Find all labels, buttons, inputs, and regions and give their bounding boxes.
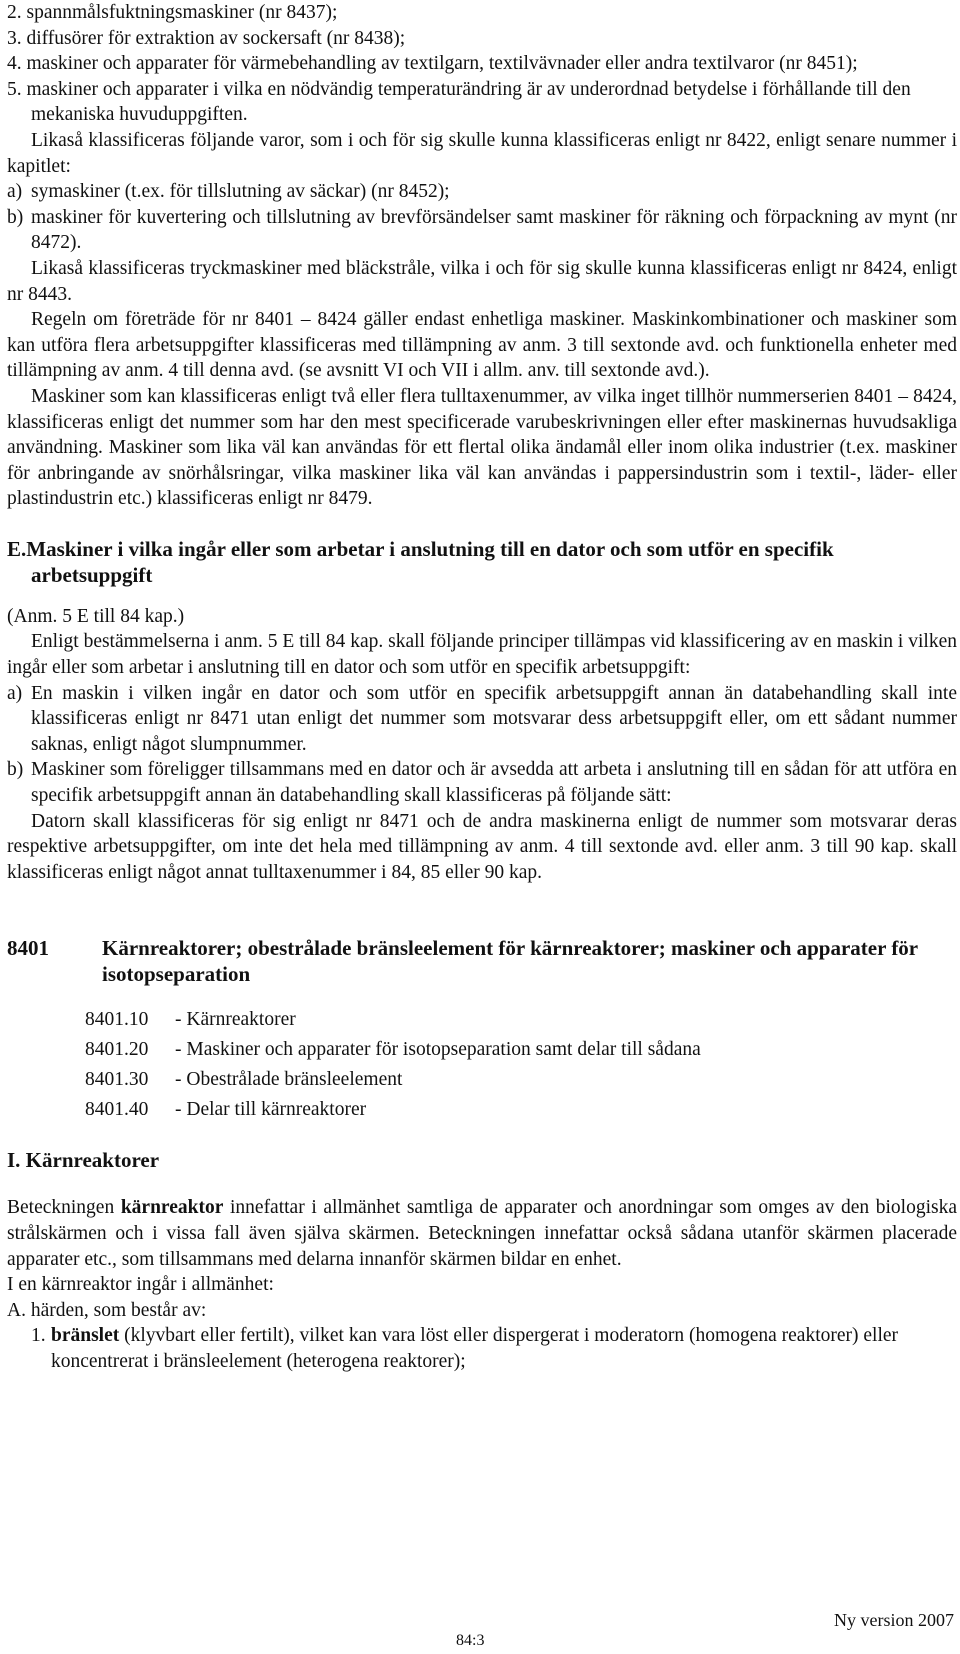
section-e-intro: Enligt bestämmelserna i anm. 5 E till 84 kap. skall följande principer tillämpas vid klassificering av en maskin i vilken ingår eller som arbetar i anslutning till en dator och som utför en specifik arbetsuppgift: (7, 631, 957, 679)
regeln-paragraph: Regeln om företräde för nr 8401 – 8424 gäller endast enhetliga maskiner. Maskinkombinationer och maskiner som kan utföra flera arbetsuppgifter klassificeras med tillämpning av anm. 3 till sextonde avd. och funktionella enheter med tillämpning av anm. 4 till denna avd. (se avsnitt VI och VII i allm. anv. till sextonde avd.). (7, 309, 957, 382)
subheading-text: - Obestrålade bränsleelement (175, 1069, 403, 1091)
section-e-item-b: b) Maskiner som föreligger tillsammans med en dator och är avsedda att arbeta i anslutning till en sådan för att utföra en specifik arbetsuppgift annan än databehandling skall klassificeras på följande sätt: (7, 759, 957, 807)
likaso-paragraph-2: Likaså klassificeras tryckmaskiner med bläckstråle, vilka i och för sig skulle kunna klassificeras enligt nr 8424, enligt nr 8443. (7, 257, 957, 305)
subheading-list (7, 1005, 957, 1125)
intro-list (7, 0, 957, 128)
section-e-heading: E.Maskiner i vilka ingår eller som arbetar i anslutning till en dator och som utför en specifik arbetsuppgift (7, 536, 834, 587)
subheading-code: 8401.40 (85, 1099, 149, 1121)
section-i-heading: I. Kärnreaktorer (7, 1148, 160, 1173)
heading-title: Kärnreaktorer; obestrålade bränsleelement för kärnreaktorer; maskiner och apparater för isotopseparation (102, 936, 918, 987)
section-e-item-a: a) En maskin i vilken ingår en dator och som utför en specifik arbetsuppgift annan än databehandling skall inte klassificeras enligt nr 8471 utan enligt det nummer som motsvarar dess arbetsuppgift eller, om ett sådant nummer saknas, enligt något slumpnummer. (7, 682, 957, 755)
heading-8401 (7, 935, 957, 987)
footer-page-number: 84:3 (456, 1632, 485, 1649)
likaso-item-b: b) maskiner för kuvertering och tillslutning av brevförsändelser samt maskiner för räkning och förpackning av mynt (nr 8472). (7, 206, 957, 254)
subheading-code: 8401.10 (85, 1009, 149, 1031)
section-i-paragraph: Beteckningen kärnreaktor innefattar i allmänhet samtliga de apparater och anordningar som omges av den biologiska strålskärmen och i vissa fall även själva skärmen. Beteckningen innefattar också sådana utanför skärmen placerade apparater etc., som tillsammans med delarna innanför skärmen bildar en enhet. (7, 1197, 957, 1270)
subheading-text: - Kärnreaktorer (175, 1009, 296, 1031)
intro-item: 2. spannmålsfuktningsmaskiner (nr 8437); (7, 2, 338, 23)
intro-item: 3. diffusörer för extraktion av sockersaft (nr 8438); (7, 27, 406, 49)
section-i-item-1: 1. bränslet (klyvbart eller fertilt), vilket kan vara löst eller dispergerat i moderatorn (homogena reaktorer) eller koncentrerat i bränsleelement (heterogena reaktorer); (31, 1325, 899, 1372)
subheading-row (7, 1065, 957, 1095)
section-e-anm: (Anm. 5 E till 84 kap.) (7, 605, 185, 627)
likaso-item-a: a) symaskiner (t.ex. för tillslutning av säckar) (nr 8452); (7, 181, 450, 203)
footer-version: Ny version 2007 (834, 1610, 954, 1630)
maskiner-paragraph: Maskiner som kan klassificeras enligt två eller flera tulltaxenummer, av vilka inget tillhör nummerserien 8401 – 8424, klassificeras enligt det nummer som har den mest specificerade varubeskrivningen eller efter maskinernas huvudsakliga användning. Maskiner som lika väl kan användas för ett flertal olika ändamål eller inom olika industrier (t.ex. maskiner för anbringande av snörhålsringar, vilka maskiner lika väl kan användas i pappersindustrin som i textil-, läder- eller plastindustrin etc.) klassificeras enligt nr 8479. (7, 385, 957, 510)
intro-item: 4. maskiner och apparater för värmebehandling av textilgarn, textilvävnader eller andra textilvaror (nr 8451); (7, 53, 858, 75)
subheading-row (7, 1035, 957, 1065)
subheading-text: - Maskiner och apparater för isotopseparation samt delar till sådana (175, 1039, 701, 1061)
subheading-code: 8401.20 (85, 1039, 149, 1061)
subheading-row (7, 1095, 957, 1125)
heading-number: 8401 (7, 936, 49, 961)
subheading-row (7, 1005, 957, 1035)
section-i-line: I en kärnreaktor ingår i allmänhet: (7, 1274, 274, 1296)
document-page (7, 0, 957, 1375)
likaso-paragraph-1: Likaså klassificeras följande varor, som i och för sig skulle kunna klassificeras enligt nr 8422, enligt senare nummer i kapitlet: (7, 129, 957, 177)
subheading-code: 8401.30 (85, 1069, 149, 1091)
intro-item: 5. maskiner och apparater i vilka en nödvändig temperaturändring är av underordnad betydelse i förhållande till den mekaniska huvuduppgiften. (7, 78, 911, 126)
section-e-datorn: Datorn skall klassificeras för sig enligt nr 8471 och de andra maskinerna enligt de nummer som motsvarar deras respektive arbetsuppgifter, om inte det hela med tillämpning av anm. 4 till sextonde avd. eller anm. 3 till 90 kap. skall klassificeras enligt något annat tulltaxenummer i 84, 85 eller 90 kap. (7, 810, 957, 883)
section-i-line: A. härden, som består av: (7, 1299, 207, 1321)
subheading-text: - Delar till kärnreaktorer (175, 1099, 367, 1121)
